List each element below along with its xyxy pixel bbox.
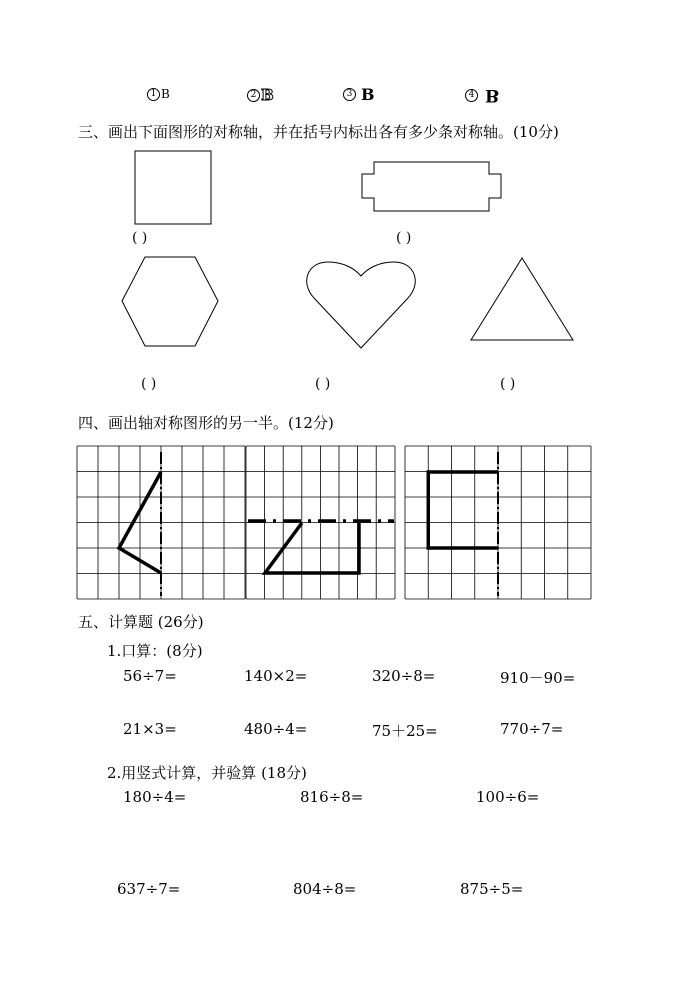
oral-problem: 770÷7= xyxy=(500,720,564,738)
section-4-title: 四、画出轴对称图形的另一半。(12分) xyxy=(78,414,334,432)
notched-rectangle-shape xyxy=(362,162,501,211)
oral-problem: 75＋25= xyxy=(372,722,438,740)
vertical-problem: 875÷5= xyxy=(460,880,524,898)
answer-parentheses[interactable]: ( ) xyxy=(141,376,157,392)
vertical-problem: 100÷6= xyxy=(476,788,540,806)
grid-3[interactable] xyxy=(405,446,591,599)
oral-problem: 140×2= xyxy=(244,667,308,685)
answer-parentheses[interactable]: ( ) xyxy=(315,376,331,392)
section-3-title: 三、画出下面图形的对称轴，并在括号内标出各有多少条对称轴。(10分) xyxy=(78,123,559,141)
answer-parentheses[interactable]: ( ) xyxy=(132,230,148,246)
grid-1[interactable] xyxy=(77,446,245,599)
oral-problem: 56÷7= xyxy=(123,667,177,685)
vertical-problem: 180÷4= xyxy=(123,788,187,806)
circled-number: 4 xyxy=(465,89,478,102)
answer-parentheses[interactable]: ( ) xyxy=(500,376,516,392)
circled-number: 3 xyxy=(343,88,356,101)
oral-problem: 910－90= xyxy=(500,669,576,687)
vertical-problem: 637÷7= xyxy=(117,880,181,898)
oral-problem: 480÷4= xyxy=(244,720,308,738)
section-5-title: 五、计算题 (26分) xyxy=(78,613,204,631)
option-letter: B xyxy=(161,87,170,101)
oral-problem: 320÷8= xyxy=(372,667,436,685)
oral-problem: 21×3= xyxy=(123,720,177,738)
half-figure xyxy=(428,472,498,548)
option-letter-flipped: B xyxy=(485,85,500,105)
circled-number: 2 xyxy=(247,89,260,102)
oral-calc-title: 1.口算：(8分) xyxy=(107,642,203,660)
circled-number: 1 xyxy=(147,88,160,101)
option-letter-outline: B xyxy=(261,86,274,104)
vertical-calc-title: 2.用竖式计算，并验算 (18分) xyxy=(107,764,307,782)
vertical-problem: 804÷8= xyxy=(293,880,357,898)
vertical-problem: 816÷8= xyxy=(300,788,364,806)
heart-shape xyxy=(307,262,416,348)
answer-parentheses[interactable]: ( ) xyxy=(396,230,412,246)
grid-2[interactable] xyxy=(246,446,395,599)
triangle-shape xyxy=(471,258,573,340)
square-shape xyxy=(135,151,211,224)
option-letter-bold: B xyxy=(361,85,375,104)
hexagon-shape xyxy=(122,257,218,346)
